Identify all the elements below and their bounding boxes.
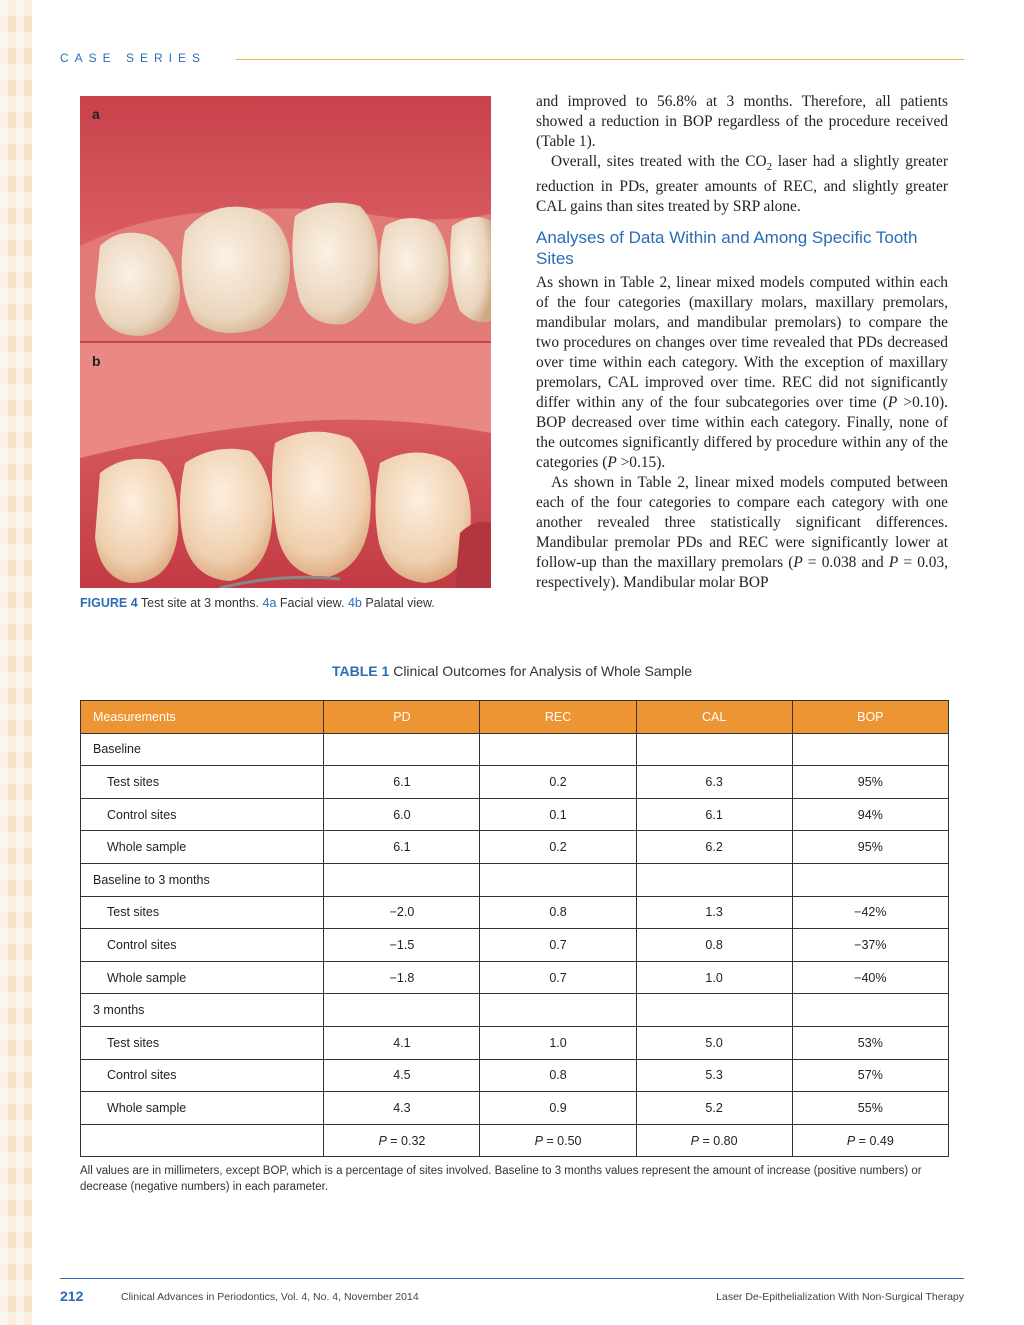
table-cell: 6.3: [636, 766, 792, 799]
table-footnote: All values are in millimeters, except BOP, which is a percentage of sites involved. Baseline to 3 months values represent the amount of increase (positive numbers) or decrease (negative numbers) in each parameter.: [80, 1165, 922, 1193]
p-value-cell: [636, 1124, 792, 1157]
column-header: Measurements: [81, 701, 324, 734]
table-row: [81, 1059, 949, 1092]
table-row: [81, 1026, 949, 1059]
p-symbol: P: [887, 394, 898, 412]
table-cell: 4.1: [324, 1026, 480, 1059]
figure-caption: [80, 596, 435, 610]
table-cell: 94%: [792, 798, 948, 831]
table-cell: 4.5: [324, 1059, 480, 1092]
header-rule: [236, 59, 964, 60]
paragraph-1: and improved to 56.8% at 3 months. Therefore, all patients showed a reduction in BOP regardless of the procedure received (Table 1).: [536, 93, 948, 150]
figure-caption-label: FIGURE 4: [80, 596, 138, 610]
table-cell: 0.2: [480, 831, 636, 864]
panel-a-label: a: [92, 106, 100, 122]
row-label: Test sites: [81, 1026, 324, 1059]
table-cell: 6.1: [324, 831, 480, 864]
table-cell: −42%: [792, 896, 948, 929]
row-label: Test sites: [81, 766, 324, 799]
clinical-outcomes-table: [80, 700, 949, 1157]
paragraph-3-part-c: >0.15).: [616, 454, 666, 472]
panel-b-label: b: [92, 353, 101, 369]
row-label: Whole sample: [81, 961, 324, 994]
table-header-row: [81, 701, 949, 734]
table-cell: 0.8: [480, 896, 636, 929]
row-label: Control sites: [81, 929, 324, 962]
p-symbol: P: [378, 1133, 387, 1148]
row-label: Whole sample: [81, 1092, 324, 1125]
row-label: Whole sample: [81, 831, 324, 864]
p-value-cell: [324, 1124, 480, 1157]
paragraph-2-end: laser had a slightly greater reduction in PDs, greater amounts of REC, and slightly greater CAL gains than sites treated by SRP alone.: [536, 153, 948, 216]
figure-caption-a-text: Facial view.: [279, 596, 345, 610]
table-cell: 95%: [792, 831, 948, 864]
table-cell: −2.0: [324, 896, 480, 929]
table-cell: 1.0: [636, 961, 792, 994]
page-number: 212: [60, 1288, 84, 1304]
table-row: [81, 961, 949, 994]
running-title: Laser De-Epithelialization With Non-Surgical Therapy: [716, 1291, 964, 1303]
p-symbol: P: [793, 554, 803, 572]
table-cell: 55%: [792, 1092, 948, 1125]
column-header: PD: [324, 701, 480, 734]
figure-panel-b-photo: [80, 343, 491, 588]
journal-citation: Clinical Advances in Periodontics, Vol. 4, No. 4, November 2014: [121, 1291, 419, 1303]
row-label: Test sites: [81, 896, 324, 929]
table-cell: 5.0: [636, 1026, 792, 1059]
footer-rule: [60, 1278, 964, 1279]
figure-caption-b-text: Palatal view.: [365, 596, 435, 610]
paragraph-3-part-a: As shown in Table 2, linear mixed models computed within each of the four categories (maxillary molars, maxillary premolars, mandibular molars, and mandibular premolars) to compare the two procedures on changes over time revealed that PDs decreased over time within each category. With the exception of maxillary premolars, CAL improved over time. REC did not significantly differ within any of the four subcategories over time (: [536, 274, 948, 412]
section-heading: Analyses of Data Within and Among Specific Tooth Sites: [536, 228, 918, 269]
figure-panel-a-photo: [80, 96, 491, 341]
p-value: = 0.50: [542, 1133, 582, 1148]
table-cell: 0.7: [480, 929, 636, 962]
table-row: [81, 766, 949, 799]
table-cell: −40%: [792, 961, 948, 994]
table-row: [81, 929, 949, 962]
section-label: CASE SERIES: [60, 51, 207, 65]
table-cell: 53%: [792, 1026, 948, 1059]
table-title: [0, 663, 1024, 679]
table-cell: 57%: [792, 1059, 948, 1092]
table-cell: 0.8: [480, 1059, 636, 1092]
figure-caption-b-ref: 4b: [347, 596, 362, 610]
p-symbol: P: [846, 1133, 856, 1148]
table-row: [81, 831, 949, 864]
figure-caption-text: Test site at 3 months.: [140, 596, 260, 610]
table-group-row: [81, 733, 949, 766]
table-cell: −37%: [792, 929, 948, 962]
p-symbol: P: [534, 1133, 543, 1148]
group-label: Baseline: [81, 733, 324, 766]
column-header: BOP: [792, 701, 948, 734]
table-row: [81, 896, 949, 929]
table-row: [81, 1092, 949, 1125]
paragraph-3-part-b: >0.10). BOP decreased over time within each category. Finally, none of the outcomes significantly differed by procedure within any of the categories (: [536, 394, 949, 472]
p-value: = 0.32: [386, 1133, 426, 1148]
row-label: Control sites: [81, 798, 324, 831]
table-cell: 6.1: [636, 798, 792, 831]
table-cell: 0.2: [480, 766, 636, 799]
table-cell: 5.3: [636, 1059, 792, 1092]
paragraph-2: [536, 152, 948, 217]
table-cell: 6.2: [636, 831, 792, 864]
figure-4: [80, 96, 491, 588]
paragraph-2-start: Overall, sites treated with the CO: [551, 153, 767, 170]
paragraph-4-part-c: = 0.03, respectively). Mandibular molar BOP: [536, 554, 948, 592]
table-cell: 0.8: [636, 929, 792, 962]
table-cell: 6.1: [324, 766, 480, 799]
table-cell: 1.0: [480, 1026, 636, 1059]
paragraph-3: [536, 273, 948, 473]
table-cell: 6.0: [324, 798, 480, 831]
table-cell: 5.2: [636, 1092, 792, 1125]
table-row: [81, 798, 949, 831]
table-cell: 1.3: [636, 896, 792, 929]
table-cell: 4.3: [324, 1092, 480, 1125]
table-title-label: TABLE 1: [332, 663, 390, 679]
table-group-row: [81, 994, 949, 1027]
p-value: = 0.80: [699, 1133, 738, 1148]
p-value-cell: [792, 1124, 948, 1157]
p-symbol: P: [607, 454, 617, 472]
paragraph-4-part-a: As shown in Table 2, linear mixed models computed between each of the four categories to compare each category with one another revealed three statistically significant differences. Mandibular premolar PDs and REC were significantly lower at follow-up than the maxillary premolars (: [536, 474, 948, 572]
table-cell: −1.8: [324, 961, 480, 994]
paragraph-4: [536, 473, 948, 593]
table-cell: −1.5: [324, 929, 480, 962]
p-symbol: P: [690, 1133, 699, 1148]
table-cell: 0.1: [480, 798, 636, 831]
body-text-column: [536, 92, 948, 593]
co2-subscript: 2: [766, 161, 773, 174]
table-title-text: Clinical Outcomes for Analysis of Whole Sample: [393, 663, 692, 679]
column-header: REC: [480, 701, 636, 734]
figure-caption-a-ref: 4a: [262, 596, 277, 610]
table-cell: 0.7: [480, 961, 636, 994]
p-value-cell: [480, 1124, 636, 1157]
p-symbol: P: [888, 554, 899, 572]
table-cell: 0.9: [480, 1092, 636, 1125]
table-pvalue-row: [81, 1124, 949, 1157]
p-value: = 0.49: [855, 1133, 894, 1148]
table-cell: 95%: [792, 766, 948, 799]
group-label: Baseline to 3 months: [81, 863, 324, 896]
row-label: Control sites: [81, 1059, 324, 1092]
paragraph-4-part-b: = 0.038 and: [802, 554, 889, 572]
group-label: 3 months: [81, 994, 324, 1027]
column-header: CAL: [636, 701, 792, 734]
table-group-row: [81, 863, 949, 896]
